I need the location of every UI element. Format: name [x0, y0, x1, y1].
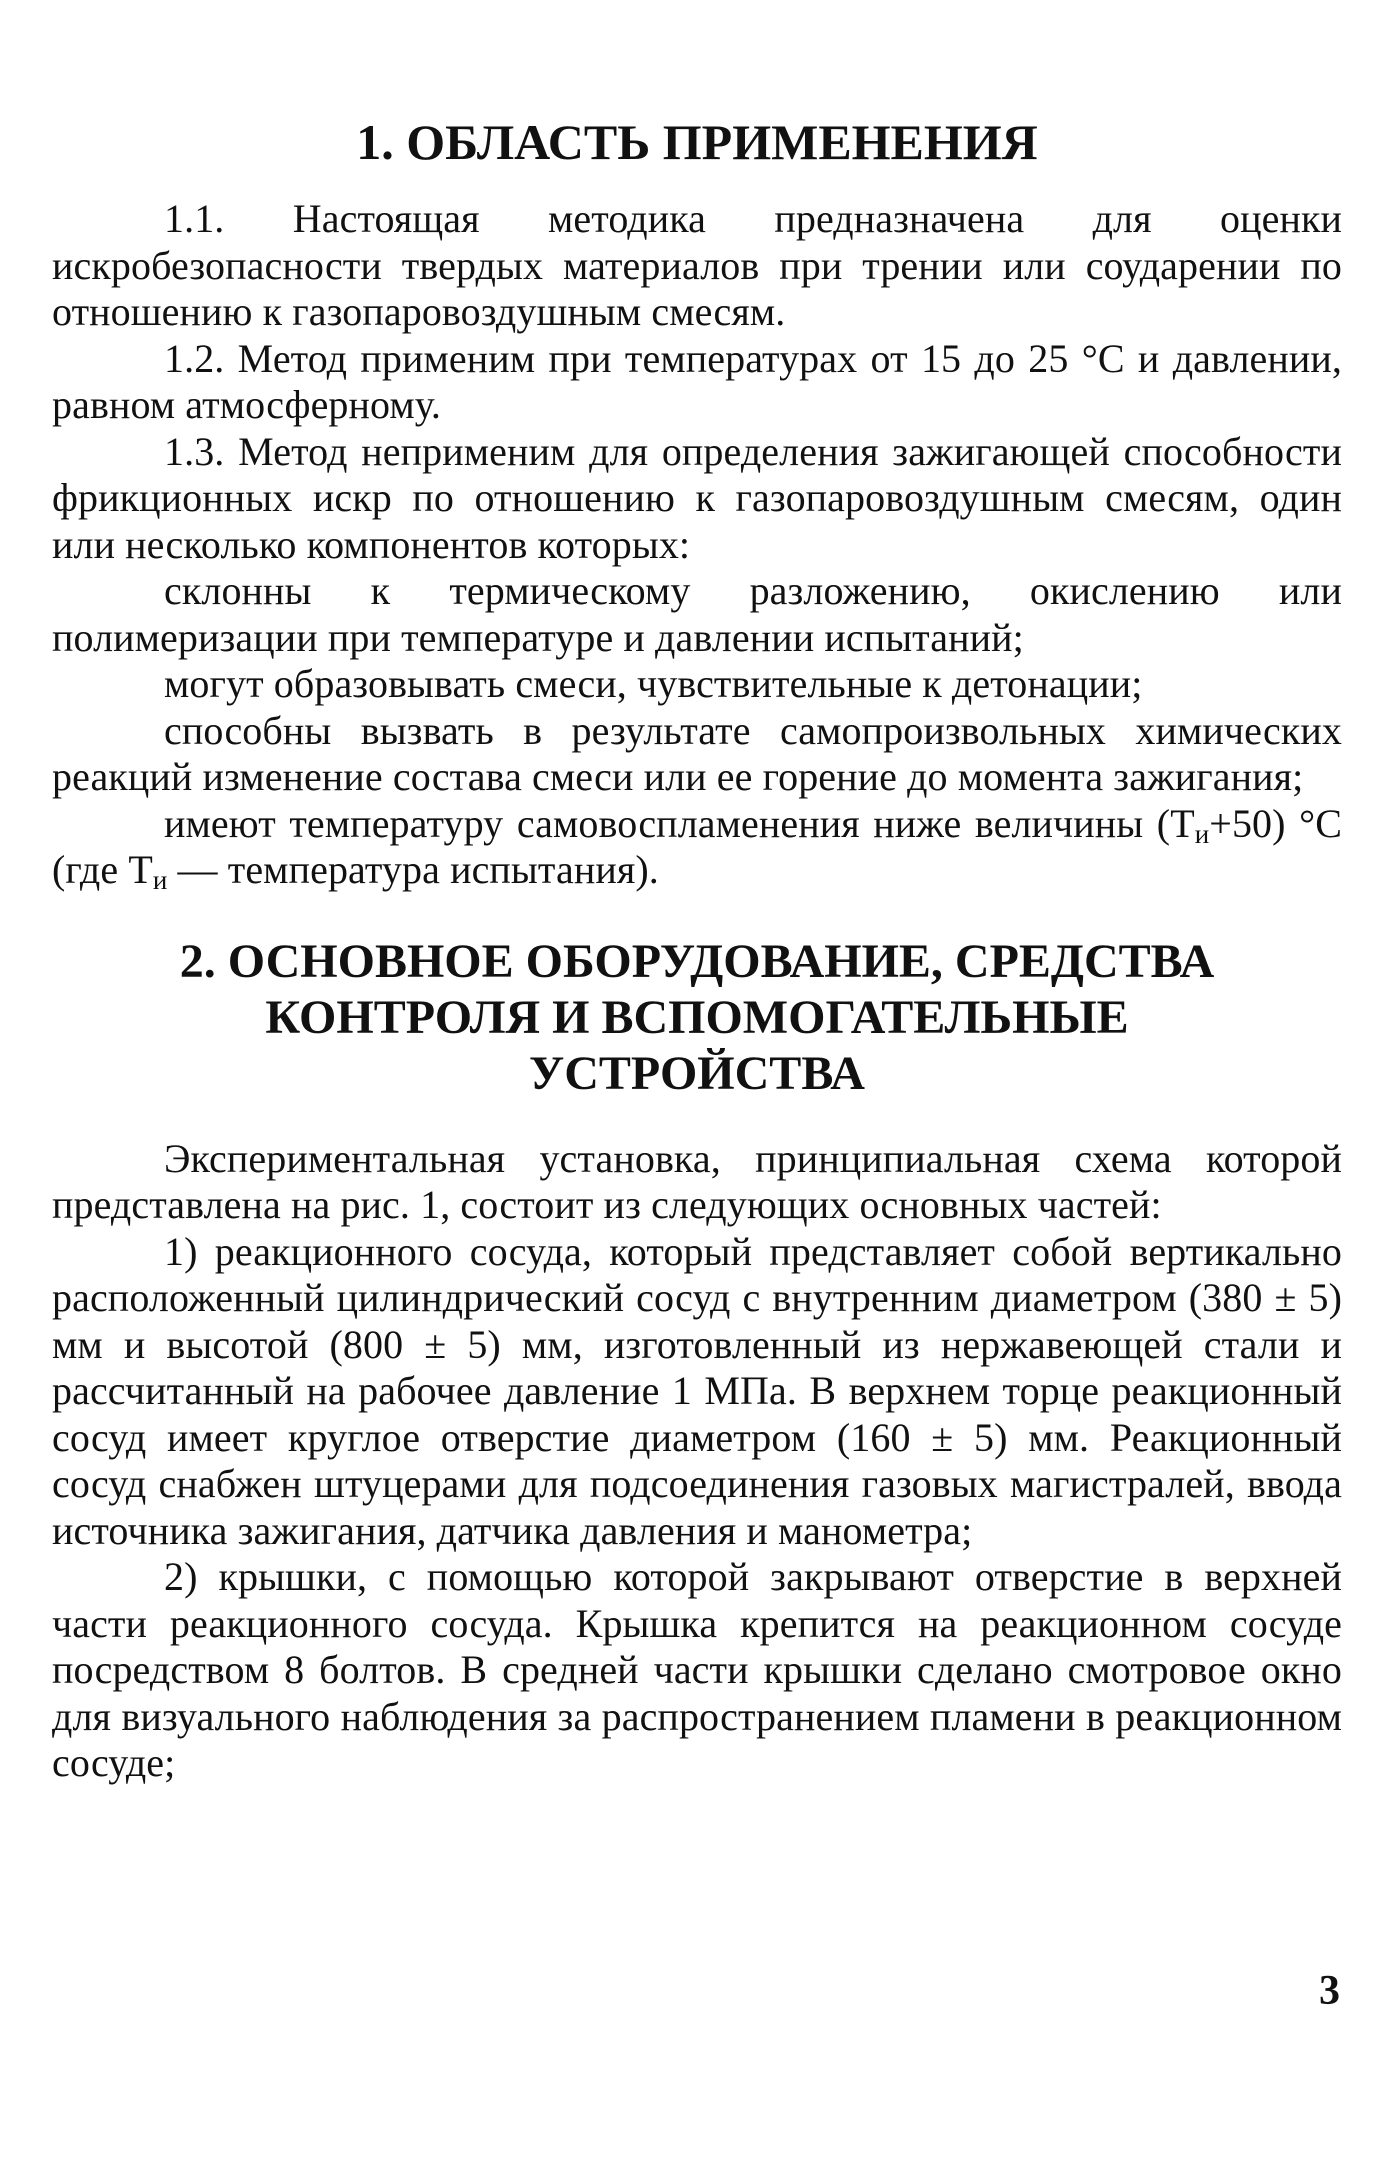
autoignition-text-start: имеют температуру самовоспламенения ниже величины (Т: [164, 800, 1195, 846]
list-item-detonation: могут образовывать смеси, чувствительные к детонации;: [164, 661, 1143, 706]
paragraph-1-3: 1.3. Метод неприменим для определения зажигающей способности фрикционных искр по отношению к газопаровоздушным смесям, один или несколько компонентов которых:: [52, 428, 1342, 567]
section-2-title-line-3: УСТРОЙСТВА: [529, 1046, 865, 1100]
section-1-title: 1. ОБЛАСТЬ ПРИМЕНЕНИЯ: [356, 114, 1038, 170]
autoignition-text-end: — температура испытания).: [167, 847, 659, 892]
document-page: [52, 112, 1342, 1787]
subscript-i-2: и: [152, 865, 168, 895]
section-2-title: [52, 934, 1342, 1102]
section-2-title-line-1: 2. ОСНОВНОЕ ОБОРУДОВАНИЕ, СРЕДСТВА: [179, 934, 1215, 988]
paragraph-1-1: 1.1. Настоящая методика предназначена для оценки искробезопасности твердых материалов при трении или соударении по отношению к газопаровоздушным смесям.: [52, 196, 1342, 334]
subscript-i-1: и: [1194, 818, 1210, 849]
paragraph-1-2: 1.2. Метод применим при температурах от 15 до 25 °С и давлении, равном атмосферному.: [52, 335, 1342, 427]
paragraph-setup-intro: Экспериментальная установка, принципиальная схема которой представлена на рис. 1, состоит из следующих основных частей:: [52, 1135, 1342, 1227]
section-2-title-line-2: КОНТРОЛЯ И ВСПОМОГАТЕЛЬНЫЕ: [265, 990, 1129, 1044]
list-item-autoignition: [52, 801, 1342, 894]
page-number: 3: [1319, 1968, 1340, 2014]
paragraph-lid: 2) крышки, с помощью которой закрывают отверстие в верхней части реакционного сосуда. Крышка крепится на реакционном сосуде посредством 8 болтов. В средней части крышки сделано смотровое окно для визуального наблюдения за распространением пламени в реакционном сосуде;: [52, 1554, 1342, 1785]
list-item-chemical-reactions: способны вызвать в результате самопроизвольных химических реакций изменение состава смеси или ее горение до момента зажигания;: [52, 707, 1342, 799]
autoignition-text-middle: +50) °С (где Т: [52, 800, 1342, 892]
list-item-decomposition: склонны к термическому разложению, окислению или полимеризации при температуре и давлении испытаний;: [52, 568, 1342, 660]
paragraph-reaction-vessel: 1) реакционного сосуда, который представляет собой вертикально расположенный цилиндрический сосуд с внутренним диаметром (380 ± 5) мм и высотой (800 ± 5) мм, изготовленный из нержавеющей стали и рассчитанный на рабочее давление 1 МПа. В верхнем торце реакционный сосуд имеет круглое отверстие диаметром (160 ± 5) мм. Реакционный сосуд снабжен штуцерами для подсоединения газовых магистралей, ввода источника зажигания, датчика давления и манометра;: [52, 1228, 1342, 1553]
